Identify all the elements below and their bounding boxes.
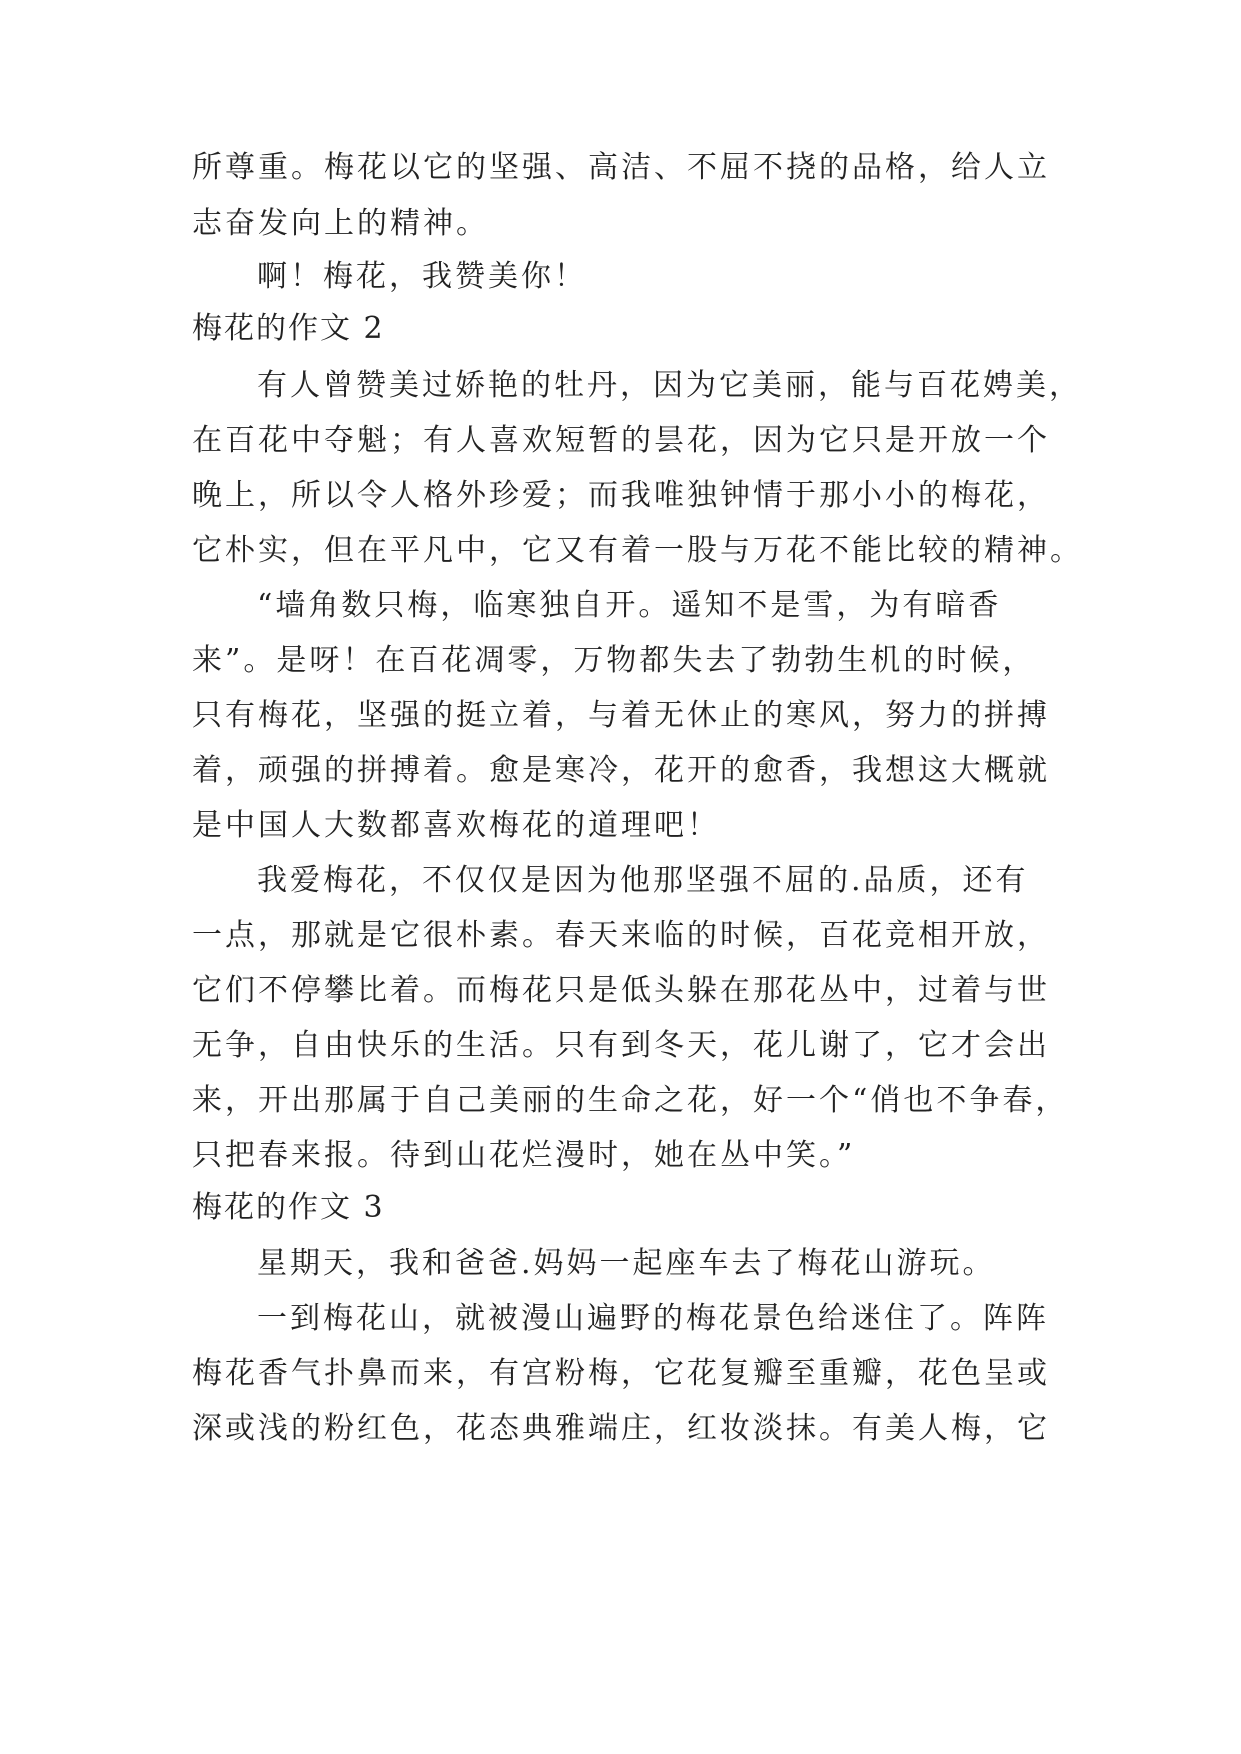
paragraph-line: 志奋发向上的精神。 <box>192 206 489 241</box>
paragraph-line: 所尊重。梅花以它的坚强、高洁、不屈不挠的品格，给人立 <box>192 150 1050 185</box>
paragraph-line: 一点，那就是它很朴素。春天来临的时候，百花竞相开放， <box>192 918 1050 953</box>
paragraph-line: 深或浅的粉红色，花态典雅端庄，红妆淡抹。有美人梅，它 <box>192 1411 1050 1446</box>
paragraph-line: 一到梅花山，就被漫山遍野的梅花景色给迷住了。阵阵 <box>257 1301 1049 1336</box>
paragraph-line: 只有梅花，坚强的挺立着，与着无休止的寒风，努力的拼搏 <box>192 698 1050 733</box>
paragraph-line: 无争，自由快乐的生活。只有到冬天，花儿谢了，它才会出 <box>192 1028 1050 1063</box>
paragraph-line: “墙角数只梅，临寒独自开。遥知不是雪，为有暗香 <box>257 588 1002 623</box>
paragraph-line: 来，开出那属于自己美丽的生命之花，好一个“俏也不争春， <box>192 1083 1069 1118</box>
section-heading: 梅花的作文 2 <box>192 311 385 346</box>
paragraph-line: 星期天，我和爸爸.妈妈一起座车去了梅花山游玩。 <box>257 1246 996 1281</box>
paragraph-line: 它们不停攀比着。而梅花只是低头躲在那花丛中，过着与世 <box>192 973 1050 1008</box>
paragraph-line: 是中国人大数都喜欢梅花的道理吧！ <box>192 808 720 843</box>
paragraph-line: 来”。是呀！在百花凋零，万物都失去了勃勃生机的时候， <box>192 643 1036 678</box>
paragraph-line: 啊！梅花，我赞美你！ <box>257 259 587 294</box>
paragraph-line: 它朴实，但在平凡中，它又有着一股与万花不能比较的精神。 <box>192 533 1083 568</box>
paragraph-line: 着，顽强的拼搏着。愈是寒冷，花开的愈香，我想这大概就 <box>192 753 1050 788</box>
paragraph-line: 我爱梅花，不仅仅是因为他那坚强不屈的.品质，还有 <box>257 863 1029 898</box>
paragraph-line: 只把春来报。待到山花烂漫时，她在丛中笑。” <box>192 1138 856 1173</box>
paragraph-line: 有人曾赞美过娇艳的牡丹，因为它美丽，能与百花娉美， <box>257 368 1082 403</box>
paragraph-line: 晚上，所以令人格外珍爱；而我唯独钟情于那小小的梅花， <box>192 478 1050 513</box>
paragraph-line: 梅花香气扑鼻而来，有宫粉梅，它花复瓣至重瓣，花色呈或 <box>192 1356 1050 1391</box>
section-heading: 梅花的作文 3 <box>192 1190 385 1225</box>
paragraph-line: 在百花中夺魁；有人喜欢短暂的昙花，因为它只是开放一个 <box>192 423 1050 458</box>
